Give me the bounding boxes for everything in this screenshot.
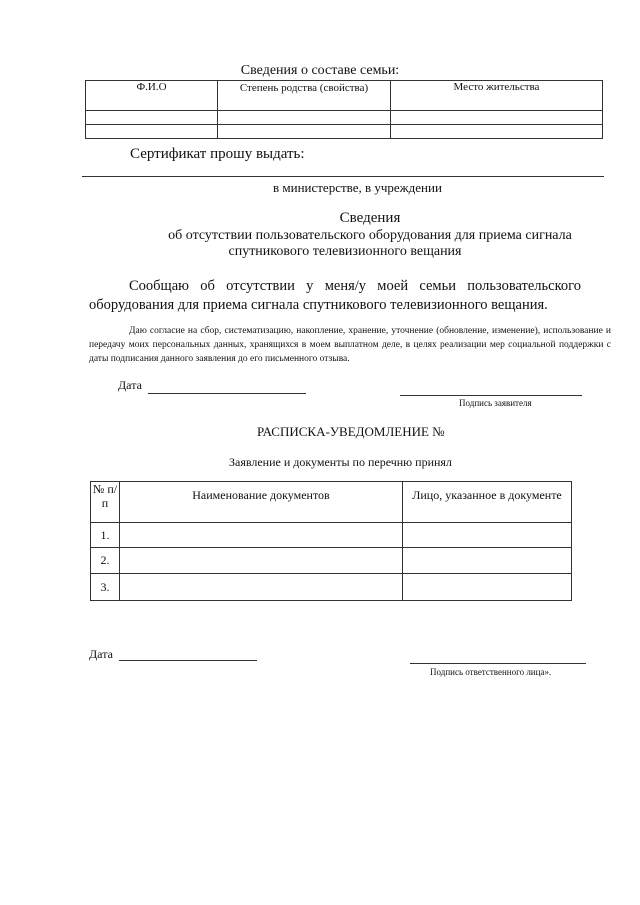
applicant-signature-line[interactable] [400, 395, 582, 396]
receipt-header-doc: Наименование документов [120, 482, 403, 523]
consent-text: Даю согласие на сбор, систематизацию, накопление, хранение, уточнение (обновление, изменение), использование и передачу моих персональных данных, хранящихся в моем выплатном деле, в целях реализации мер социальной поддержки с даты подписания данного заявления до его письменного отзыва. [89, 326, 611, 364]
date-label: Дата [118, 378, 142, 392]
statement-heading: Сведения [339, 210, 401, 226]
family-title: Сведения о составе семьи: [240, 63, 400, 78]
family-cell[interactable] [86, 125, 218, 139]
official-signature-caption: Подпись ответственного лица». [430, 667, 552, 677]
family-cell[interactable] [86, 111, 218, 125]
receipt-doc-cell[interactable] [120, 574, 403, 601]
family-cell[interactable] [218, 111, 391, 125]
statement-subheading: об отсутствии пользовательского оборудования для приема сигнала [168, 228, 572, 243]
receipt-person-cell[interactable] [403, 548, 572, 574]
receipt-doc-cell[interactable] [120, 523, 403, 548]
family-cell[interactable] [218, 125, 391, 139]
statement-body: Сообщаю об отсутствии у меня/у моей семьи пользовательского оборудования для приема сигнала спутникового телевизионного вещания. [89, 278, 581, 313]
table-row [86, 111, 603, 125]
receipt-person-cell[interactable] [403, 574, 572, 601]
family-table [85, 80, 603, 139]
date-field-line[interactable] [119, 660, 257, 661]
receipt-doc-cell[interactable] [120, 548, 403, 574]
table-row [91, 548, 572, 574]
family-header-relation: Степень родства (свойства) [218, 81, 391, 111]
family-header-residence: Место жительства [391, 81, 603, 111]
receipt-subtitle: Заявление и документы по перечню принял [229, 455, 452, 469]
date-field-line[interactable] [148, 393, 306, 394]
date-label: Дата [89, 647, 113, 661]
receipt-header-person: Лицо, указанное в документе [403, 482, 572, 523]
table-row [91, 523, 572, 548]
statement-subheading: спутникового телевизионного вещания [228, 244, 462, 259]
family-header-name: Ф.И.О [86, 81, 218, 111]
receipt-table [90, 481, 572, 601]
receipt-row-num: 3. [91, 574, 120, 601]
certificate-field-line[interactable] [82, 176, 604, 177]
receipt-row-num: 1. [91, 523, 120, 548]
family-cell[interactable] [391, 111, 603, 125]
receipt-row-num: 2. [91, 548, 120, 574]
table-row [91, 574, 572, 601]
certificate-sublabel: в министерстве, в учреждении [273, 180, 442, 195]
applicant-signature-caption: Подпись заявителя [459, 398, 532, 408]
receipt-header-num: № п/п [91, 482, 120, 523]
receipt-title: РАСПИСКА-УВЕДОМЛЕНИЕ № [257, 424, 445, 439]
official-signature-line[interactable] [410, 663, 586, 664]
family-cell[interactable] [391, 125, 603, 139]
table-row [86, 125, 603, 139]
receipt-person-cell[interactable] [403, 523, 572, 548]
certificate-label: Сертификат прошу выдать: [130, 146, 305, 162]
